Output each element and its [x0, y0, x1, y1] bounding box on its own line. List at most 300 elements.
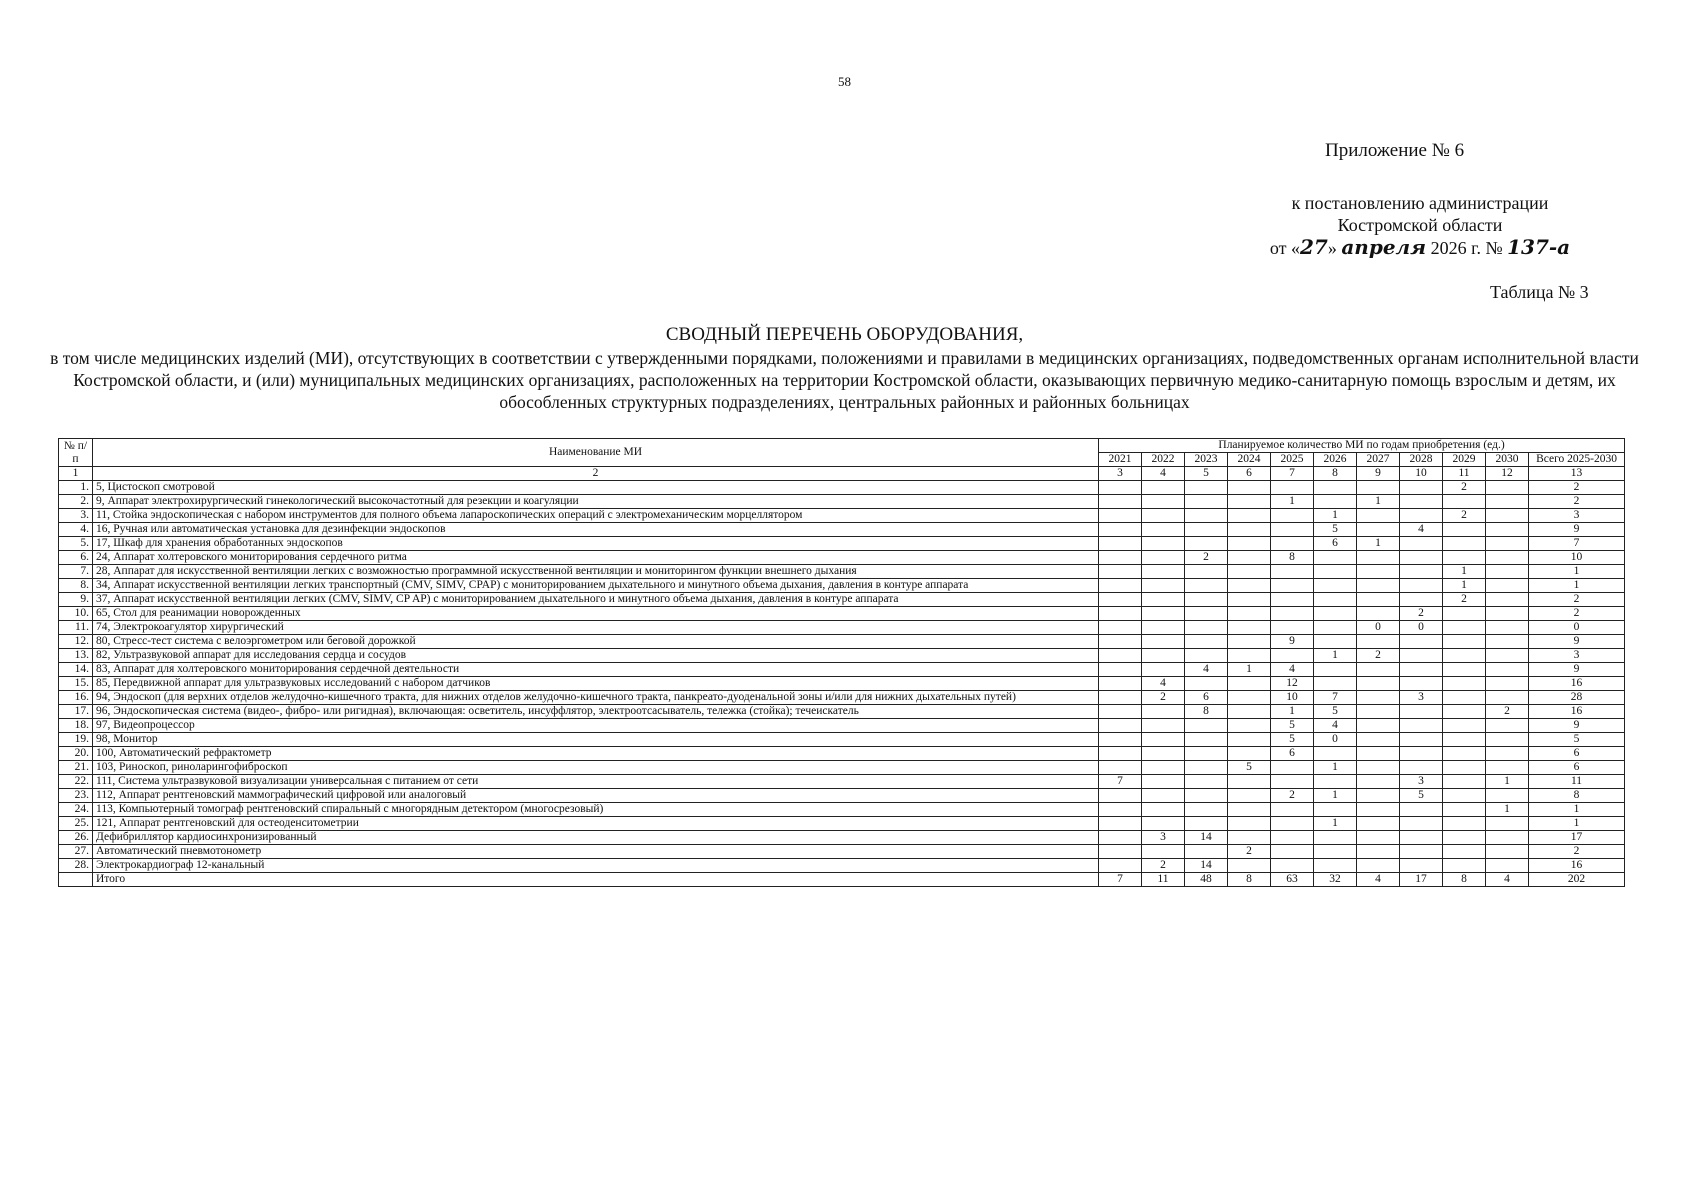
row-year-2025-value [1271, 523, 1314, 537]
row-year-2022-value: 2 [1142, 691, 1185, 705]
table-row [59, 705, 1625, 719]
row-year-2029-value [1443, 551, 1486, 565]
row-year-2028-value [1400, 761, 1443, 775]
row-year-2022-value: 2 [1142, 859, 1185, 873]
row-item-name: 111, Система ультразвуковой визуализации универсальная с питанием от сети [93, 775, 1099, 789]
row-year-2028-value [1400, 537, 1443, 551]
totals-label: Итого [93, 873, 1099, 887]
row-number: 14. [59, 663, 93, 677]
row-year-2030-value [1486, 495, 1529, 509]
row-year-2026-value: 0 [1314, 733, 1357, 747]
row-year-2022-value [1142, 523, 1185, 537]
row-year-2023-value [1185, 747, 1228, 761]
decree-mid: » [1327, 238, 1342, 258]
totals-year-2028: 17 [1400, 873, 1443, 887]
header-year-2026: 2026 [1314, 453, 1357, 467]
row-year-2027-value [1357, 845, 1400, 859]
row-year-2026-value [1314, 481, 1357, 495]
row-year-2025-value [1271, 607, 1314, 621]
totals-year-2021: 7 [1099, 873, 1142, 887]
row-year-2022-value: 3 [1142, 831, 1185, 845]
row-year-2029-value: 1 [1443, 565, 1486, 579]
row-year-2023-value [1185, 509, 1228, 523]
row-year-2023-value: 4 [1185, 663, 1228, 677]
row-year-2024-value [1228, 817, 1271, 831]
row-year-2026-value [1314, 845, 1357, 859]
row-year-2023-value [1185, 537, 1228, 551]
row-year-2030-value [1486, 719, 1529, 733]
row-total: 1 [1529, 803, 1625, 817]
row-year-2024-value [1228, 551, 1271, 565]
row-year-2025-value [1271, 537, 1314, 551]
decree-reference [1230, 192, 1610, 259]
row-year-2024-value [1228, 607, 1271, 621]
row-number: 28. [59, 859, 93, 873]
row-year-2029-value [1443, 635, 1486, 649]
row-year-2025-value [1271, 775, 1314, 789]
row-number: 2. [59, 495, 93, 509]
row-item-name: Электрокардиограф 12-канальный [93, 859, 1099, 873]
table-row [59, 845, 1625, 859]
row-year-2024-value [1228, 789, 1271, 803]
table-row [59, 789, 1625, 803]
row-year-2029-value [1443, 649, 1486, 663]
row-year-2024-value [1228, 747, 1271, 761]
row-year-2027-value [1357, 803, 1400, 817]
row-year-2022-value [1142, 551, 1185, 565]
row-item-name: 11, Стойка эндоскопическая с набором инструментов для полного объема лапароскопических операций с электромеханическим морцеллятором [93, 509, 1099, 523]
row-total: 7 [1529, 537, 1625, 551]
table-row [59, 691, 1625, 705]
row-year-2021-value [1099, 495, 1142, 509]
row-year-2025-value: 4 [1271, 663, 1314, 677]
row-item-name: Автоматический пневмотонометр [93, 845, 1099, 859]
row-year-2024-value [1228, 803, 1271, 817]
row-year-2021-value [1099, 663, 1142, 677]
column-number-cell: 4 [1142, 467, 1185, 481]
row-year-2027-value [1357, 705, 1400, 719]
row-year-2026-value [1314, 565, 1357, 579]
table-row [59, 607, 1625, 621]
row-year-2024-value: 2 [1228, 845, 1271, 859]
totals-year-2027: 4 [1357, 873, 1400, 887]
row-year-2021-value [1099, 831, 1142, 845]
row-year-2026-value [1314, 859, 1357, 873]
row-item-name: 103, Риноскоп, риноларингофиброскоп [93, 761, 1099, 775]
table-row [59, 537, 1625, 551]
row-year-2022-value [1142, 789, 1185, 803]
row-year-2021-value [1099, 761, 1142, 775]
row-item-name: 65, Стол для реанимации новорожденных [93, 607, 1099, 621]
row-year-2025-value [1271, 803, 1314, 817]
row-number: 25. [59, 817, 93, 831]
row-item-name: 80, Стресс-тест система с велоэргометром или беговой дорожкой [93, 635, 1099, 649]
row-year-2030-value [1486, 677, 1529, 691]
row-year-2030-value [1486, 747, 1529, 761]
decree-month-handwritten: апреля [1341, 235, 1427, 259]
table-row [59, 635, 1625, 649]
row-year-2026-value [1314, 579, 1357, 593]
row-year-2022-value: 4 [1142, 677, 1185, 691]
row-year-2026-value: 1 [1314, 509, 1357, 523]
row-year-2022-value [1142, 733, 1185, 747]
row-year-2029-value [1443, 775, 1486, 789]
row-year-2023-value: 8 [1185, 705, 1228, 719]
row-item-name: 121, Аппарат рентгеновский для остеоденситометрии [93, 817, 1099, 831]
row-item-name: 74, Электрокоагулятор хирургический [93, 621, 1099, 635]
row-year-2026-value [1314, 677, 1357, 691]
header-total: Всего 2025-2030 [1529, 453, 1625, 467]
row-total: 0 [1529, 621, 1625, 635]
table-row [59, 747, 1625, 761]
row-year-2029-value [1443, 803, 1486, 817]
table-row [59, 817, 1625, 831]
row-item-name: 9, Аппарат электрохирургический гинекологический высокочастотный для резекции и коагуляции [93, 495, 1099, 509]
table-row [59, 803, 1625, 817]
row-item-name: 5, Цистоскоп смотровой [93, 481, 1099, 495]
table-row [59, 719, 1625, 733]
row-year-2028-value [1400, 747, 1443, 761]
row-year-2022-value [1142, 719, 1185, 733]
row-year-2030-value [1486, 817, 1529, 831]
row-total: 2 [1529, 593, 1625, 607]
row-year-2030-value [1486, 635, 1529, 649]
row-number: 11. [59, 621, 93, 635]
table-row [59, 593, 1625, 607]
row-year-2028-value: 2 [1400, 607, 1443, 621]
row-number: 18. [59, 719, 93, 733]
row-total: 16 [1529, 705, 1625, 719]
row-year-2029-value [1443, 705, 1486, 719]
row-number: 4. [59, 523, 93, 537]
row-year-2023-value [1185, 565, 1228, 579]
row-year-2029-value [1443, 537, 1486, 551]
row-year-2025-value [1271, 481, 1314, 495]
table-row [59, 481, 1625, 495]
decree-line-1: к постановлению администрации [1291, 193, 1549, 213]
row-year-2027-value [1357, 509, 1400, 523]
decree-number-handwritten: 137-а [1507, 235, 1571, 259]
row-total: 9 [1529, 523, 1625, 537]
column-number-cell: 12 [1486, 467, 1529, 481]
row-year-2026-value [1314, 663, 1357, 677]
row-year-2021-value [1099, 845, 1142, 859]
totals-year-2022: 11 [1142, 873, 1185, 887]
row-year-2028-value [1400, 565, 1443, 579]
totals-year-2026: 32 [1314, 873, 1357, 887]
row-number: 1. [59, 481, 93, 495]
row-year-2027-value: 2 [1357, 649, 1400, 663]
row-year-2023-value [1185, 817, 1228, 831]
header-year-2021: 2021 [1099, 453, 1142, 467]
row-year-2022-value [1142, 649, 1185, 663]
row-year-2023-value [1185, 523, 1228, 537]
row-year-2023-value [1185, 733, 1228, 747]
row-year-2026-value: 5 [1314, 523, 1357, 537]
row-year-2030-value: 1 [1486, 775, 1529, 789]
row-year-2021-value [1099, 523, 1142, 537]
row-item-name: 85, Передвижной аппарат для ультразвуковых исследований с набором датчиков [93, 677, 1099, 691]
row-year-2029-value [1443, 789, 1486, 803]
row-year-2025-value: 1 [1271, 495, 1314, 509]
row-year-2030-value [1486, 649, 1529, 663]
row-year-2026-value [1314, 831, 1357, 845]
row-year-2021-value [1099, 803, 1142, 817]
row-total: 5 [1529, 733, 1625, 747]
table-row [59, 733, 1625, 747]
row-year-2027-value [1357, 523, 1400, 537]
row-total: 9 [1529, 635, 1625, 649]
table-row [59, 649, 1625, 663]
row-year-2024-value [1228, 579, 1271, 593]
row-year-2028-value [1400, 859, 1443, 873]
row-item-name: 16, Ручная или автоматическая установка для дезинфекции эндоскопов [93, 523, 1099, 537]
row-year-2021-value [1099, 509, 1142, 523]
row-year-2027-value: 1 [1357, 537, 1400, 551]
totals-row [59, 873, 1625, 887]
row-year-2027-value [1357, 677, 1400, 691]
row-year-2026-value [1314, 593, 1357, 607]
header-year-2023: 2023 [1185, 453, 1228, 467]
row-total: 1 [1529, 579, 1625, 593]
row-total: 10 [1529, 551, 1625, 565]
row-year-2026-value [1314, 775, 1357, 789]
header-planned: Планируемое количество МИ по годам приобретения (ед.) [1099, 439, 1625, 453]
row-year-2023-value [1185, 579, 1228, 593]
row-year-2022-value [1142, 509, 1185, 523]
row-year-2021-value [1099, 705, 1142, 719]
row-year-2027-value [1357, 719, 1400, 733]
row-year-2021-value [1099, 859, 1142, 873]
row-total: 2 [1529, 607, 1625, 621]
row-item-name: 82, Ультразвуковой аппарат для исследования сердца и сосудов [93, 649, 1099, 663]
row-year-2029-value [1443, 761, 1486, 775]
row-item-name: 97, Видеопроцессор [93, 719, 1099, 733]
row-total: 3 [1529, 509, 1625, 523]
row-year-2022-value [1142, 635, 1185, 649]
document-title: СВОДНЫЙ ПЕРЕЧЕНЬ ОБОРУДОВАНИЯ, [665, 324, 1024, 345]
row-year-2028-value [1400, 663, 1443, 677]
row-number: 15. [59, 677, 93, 691]
column-number-cell: 5 [1185, 467, 1228, 481]
row-year-2023-value [1185, 481, 1228, 495]
row-year-2026-value [1314, 803, 1357, 817]
row-year-2021-value [1099, 747, 1142, 761]
totals-year-2030: 4 [1486, 873, 1529, 887]
row-total: 17 [1529, 831, 1625, 845]
header-year-2030: 2030 [1486, 453, 1529, 467]
header-no: № п/п [59, 439, 93, 467]
row-year-2025-value [1271, 649, 1314, 663]
row-number: 17. [59, 705, 93, 719]
row-year-2027-value [1357, 775, 1400, 789]
row-year-2023-value [1185, 677, 1228, 691]
row-year-2027-value: 0 [1357, 621, 1400, 635]
row-total: 9 [1529, 663, 1625, 677]
row-total: 9 [1529, 719, 1625, 733]
row-year-2022-value [1142, 845, 1185, 859]
table-row [59, 831, 1625, 845]
row-year-2028-value [1400, 831, 1443, 845]
row-year-2025-value [1271, 831, 1314, 845]
row-year-2022-value [1142, 775, 1185, 789]
header-year-2022: 2022 [1142, 453, 1185, 467]
row-year-2028-value [1400, 509, 1443, 523]
row-year-2029-value: 1 [1443, 579, 1486, 593]
row-year-2030-value [1486, 859, 1529, 873]
row-number: 8. [59, 579, 93, 593]
row-year-2025-value [1271, 817, 1314, 831]
row-item-name: 94, Эндоскоп (для верхних отделов желудочно-кишечного тракта, для нижних отделов желудочно-кишечного тракта, панкреато-дуоденальной зоны и/или для нижних дыхательных путей) [93, 691, 1099, 705]
row-year-2026-value: 1 [1314, 649, 1357, 663]
row-year-2028-value [1400, 705, 1443, 719]
row-year-2025-value: 5 [1271, 719, 1314, 733]
row-year-2021-value [1099, 691, 1142, 705]
row-year-2024-value [1228, 705, 1271, 719]
row-year-2021-value [1099, 649, 1142, 663]
row-item-name: 83, Аппарат для холтеровского мониторирования сердечной деятельности [93, 663, 1099, 677]
column-numbers-row [59, 467, 1625, 481]
row-year-2021-value [1099, 579, 1142, 593]
row-year-2029-value [1443, 691, 1486, 705]
row-year-2025-value [1271, 509, 1314, 523]
row-year-2030-value [1486, 789, 1529, 803]
row-item-name: Дефибриллятор кардиосинхронизированный [93, 831, 1099, 845]
row-year-2029-value [1443, 719, 1486, 733]
totals-year-2024: 8 [1228, 873, 1271, 887]
row-year-2028-value [1400, 649, 1443, 663]
row-number: 20. [59, 747, 93, 761]
row-year-2024-value [1228, 495, 1271, 509]
decree-prefix: от « [1269, 238, 1300, 258]
row-year-2024-value [1228, 775, 1271, 789]
row-item-name: 37, Аппарат искусственной вентиляции легких (CMV, SIMV, CP AP) с мониторированием дыхательного и минутного объема дыхания, давления в контуре аппарата [93, 593, 1099, 607]
table-row [59, 565, 1625, 579]
row-item-name: 34, Аппарат искусственной вентиляции легких транспортный (CMV, SIMV, CPAP) с мониторированием дыхательного и минутного объема дыхания, давления в контуре аппарата [93, 579, 1099, 593]
row-year-2023-value [1185, 649, 1228, 663]
row-number: 27. [59, 845, 93, 859]
row-year-2028-value [1400, 635, 1443, 649]
row-year-2021-value [1099, 565, 1142, 579]
row-year-2024-value: 1 [1228, 663, 1271, 677]
row-year-2029-value: 2 [1443, 481, 1486, 495]
row-year-2021-value [1099, 607, 1142, 621]
totals-grand-total: 202 [1529, 873, 1625, 887]
row-year-2028-value: 3 [1400, 691, 1443, 705]
row-year-2024-value [1228, 635, 1271, 649]
row-year-2029-value [1443, 663, 1486, 677]
header-year-2029: 2029 [1443, 453, 1486, 467]
row-year-2029-value [1443, 733, 1486, 747]
row-year-2021-value [1099, 733, 1142, 747]
row-total: 8 [1529, 789, 1625, 803]
row-year-2023-value [1185, 789, 1228, 803]
row-number: 6. [59, 551, 93, 565]
row-year-2027-value [1357, 761, 1400, 775]
table-row [59, 495, 1625, 509]
row-item-name: 112, Аппарат рентгеновский маммографический цифровой или аналоговый [93, 789, 1099, 803]
row-number: 24. [59, 803, 93, 817]
row-year-2030-value [1486, 621, 1529, 635]
table-row [59, 677, 1625, 691]
row-year-2027-value [1357, 747, 1400, 761]
row-year-2028-value [1400, 495, 1443, 509]
row-year-2023-value [1185, 775, 1228, 789]
row-year-2028-value [1400, 817, 1443, 831]
row-year-2028-value [1400, 719, 1443, 733]
table-row [59, 509, 1625, 523]
header-name: Наименование МИ [93, 439, 1099, 467]
row-year-2030-value [1486, 593, 1529, 607]
decree-line-3 [1230, 236, 1610, 259]
row-year-2024-value [1228, 593, 1271, 607]
row-year-2021-value [1099, 621, 1142, 635]
row-year-2023-value [1185, 593, 1228, 607]
row-year-2022-value [1142, 565, 1185, 579]
row-year-2025-value: 8 [1271, 551, 1314, 565]
row-year-2026-value [1314, 495, 1357, 509]
table-row [59, 621, 1625, 635]
row-year-2023-value [1185, 635, 1228, 649]
row-year-2022-value [1142, 607, 1185, 621]
row-year-2025-value: 12 [1271, 677, 1314, 691]
row-year-2022-value [1142, 495, 1185, 509]
row-number: 23. [59, 789, 93, 803]
row-year-2025-value [1271, 859, 1314, 873]
row-year-2029-value [1443, 495, 1486, 509]
column-number-cell: 6 [1228, 467, 1271, 481]
row-year-2021-value [1099, 537, 1142, 551]
row-year-2026-value [1314, 551, 1357, 565]
column-number-cell: 9 [1357, 467, 1400, 481]
row-year-2029-value [1443, 621, 1486, 635]
column-number-cell: 1 [59, 467, 93, 481]
row-year-2024-value [1228, 537, 1271, 551]
row-year-2023-value: 14 [1185, 859, 1228, 873]
row-year-2023-value [1185, 719, 1228, 733]
row-total: 16 [1529, 859, 1625, 873]
row-year-2022-value [1142, 747, 1185, 761]
row-year-2026-value: 6 [1314, 537, 1357, 551]
row-number: 21. [59, 761, 93, 775]
row-year-2030-value [1486, 509, 1529, 523]
row-year-2024-value [1228, 565, 1271, 579]
row-year-2025-value [1271, 579, 1314, 593]
row-year-2030-value [1486, 523, 1529, 537]
row-year-2027-value [1357, 551, 1400, 565]
header-year-2025: 2025 [1271, 453, 1314, 467]
row-year-2027-value [1357, 565, 1400, 579]
row-year-2021-value: 7 [1099, 775, 1142, 789]
document-subtitle: в том числе медицинских изделий (МИ), отсутствующих в соответствии с утвержденными порядками, положениями и правилами в медицинских организациях, подведомственных органам исполнительной власти Костромской области, и (или) муниципальных медицинских организациях, расположенных на территории Костромской области, оказывающих первичную медико-санитарную помощь взрослым и детям, их обособленных структурных подразделениях, центральных районных и районных больницах [50, 348, 1639, 412]
row-year-2028-value [1400, 845, 1443, 859]
row-year-2023-value [1185, 607, 1228, 621]
row-number: 7. [59, 565, 93, 579]
row-year-2024-value [1228, 719, 1271, 733]
row-year-2029-value [1443, 523, 1486, 537]
decree-line-2: Костромской области [1337, 215, 1503, 235]
row-year-2026-value [1314, 607, 1357, 621]
header-year-2024: 2024 [1228, 453, 1271, 467]
decree-year: 2026 г. № [1426, 238, 1508, 258]
row-total: 28 [1529, 691, 1625, 705]
row-year-2025-value: 5 [1271, 733, 1314, 747]
row-year-2028-value: 4 [1400, 523, 1443, 537]
column-number-cell: 10 [1400, 467, 1443, 481]
row-year-2027-value [1357, 831, 1400, 845]
row-year-2022-value [1142, 761, 1185, 775]
table-row [59, 775, 1625, 789]
